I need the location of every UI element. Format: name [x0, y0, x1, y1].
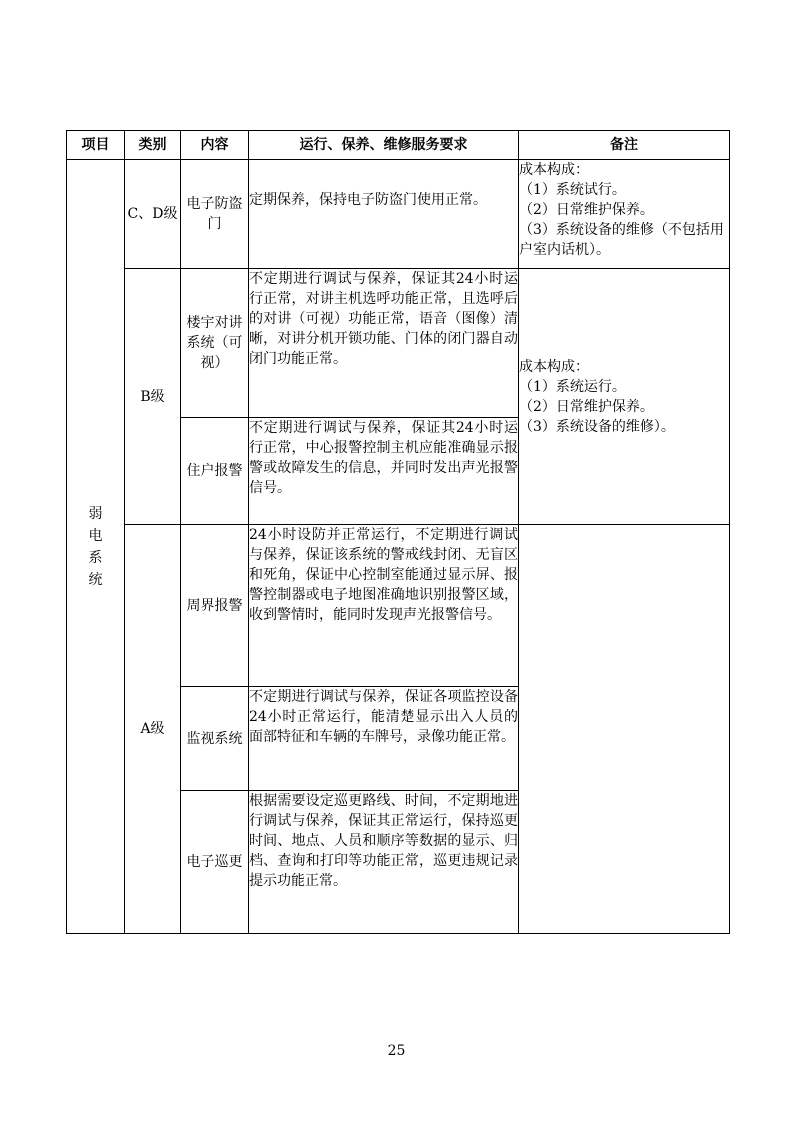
table-row	[67, 525, 730, 687]
table-row	[67, 269, 730, 418]
table-header-row	[67, 131, 730, 160]
category-label: C、D级	[127, 206, 178, 222]
requirement-cell: 根据需要设定巡更路线、时间，不定期地进行调试与保养，保证其正常运行，保持巡更时间、地点、人员和顺序等数据的显示、归档、查询和打印等功能正常，巡更违规记录提示功能正常。	[249, 791, 519, 934]
category-cell	[125, 525, 181, 934]
content-label: 周界报警	[186, 597, 243, 614]
category-label: B级	[140, 388, 165, 405]
note-item: （3）系统设备的维修（不包括用户室内话机）。	[519, 222, 724, 258]
project-cell	[67, 160, 125, 934]
note-item: （1）系统试行。	[519, 182, 626, 198]
content-label: 电子巡更	[186, 854, 243, 870]
note-cell	[519, 160, 730, 269]
note-item: （3）系统设备的维修）。	[519, 418, 675, 435]
note-title: 成本构成：	[519, 358, 589, 375]
requirement-cell: 不定期进行调试与保养，保证其24小时运行正常，中心报警控制主机应能准确显示报警或故障发生的信息，并同时发出声光报警信号。	[249, 418, 519, 525]
content-cell	[181, 418, 249, 525]
content-label: 电子防盗门	[186, 196, 243, 232]
header-category: 类别	[125, 131, 181, 160]
content-cell	[181, 269, 249, 418]
category-cell	[125, 269, 181, 525]
table-row	[67, 160, 730, 269]
page-number: 25	[387, 1043, 406, 1059]
note-cell-empty	[519, 525, 730, 934]
header-notes: 备注	[519, 131, 730, 160]
content-label: 监视系统	[186, 730, 243, 747]
requirement-cell: 不定期进行调试与保养，保证其24小时运行正常，对讲主机选呼功能正常，且选呼后的对讲（可视）功能正常，语音（图像）清晰，对讲分机开锁功能、门体的闭门器自动闭门功能正常。	[249, 269, 519, 418]
project-label: 弱电系统	[88, 505, 103, 588]
service-requirements-table	[66, 130, 730, 934]
note-title: 成本构成：	[519, 162, 589, 178]
requirement-cell: 不定期进行调试与保养，保证各项监控设备24小时正常运行，能清楚显示出入人员的面部特征和车辆的车牌号，录像功能正常。	[249, 687, 519, 791]
content-cell	[181, 687, 249, 791]
content-cell	[181, 160, 249, 269]
content-label: 楼宇对讲系统（可视）	[186, 315, 243, 371]
header-content: 内容	[181, 131, 249, 160]
category-cell	[125, 160, 181, 269]
requirement-cell: 定期保养，保持电子防盗门使用正常。	[249, 160, 519, 269]
content-label: 住户报警	[186, 463, 243, 479]
content-cell	[181, 791, 249, 934]
note-cell	[519, 269, 730, 525]
note-item: （2）日常维护保养。	[519, 398, 654, 415]
header-project: 项目	[67, 131, 125, 160]
category-label: A级	[140, 721, 165, 737]
note-item: （1）系统运行。	[519, 378, 626, 395]
content-cell	[181, 525, 249, 687]
note-item: （2）日常维护保养。	[519, 202, 654, 218]
requirement-cell: 24小时设防并正常运行，不定期进行调试与保养，保证该系统的警戒线封闭、无盲区和死角，保证中心控制室能通过显示屏、报警控制器或电子地图准确地识别报警区域，收到警情时，能同时发现声光报警信号。	[249, 525, 519, 687]
header-requirements: 运行、保养、维修服务要求	[249, 131, 519, 160]
